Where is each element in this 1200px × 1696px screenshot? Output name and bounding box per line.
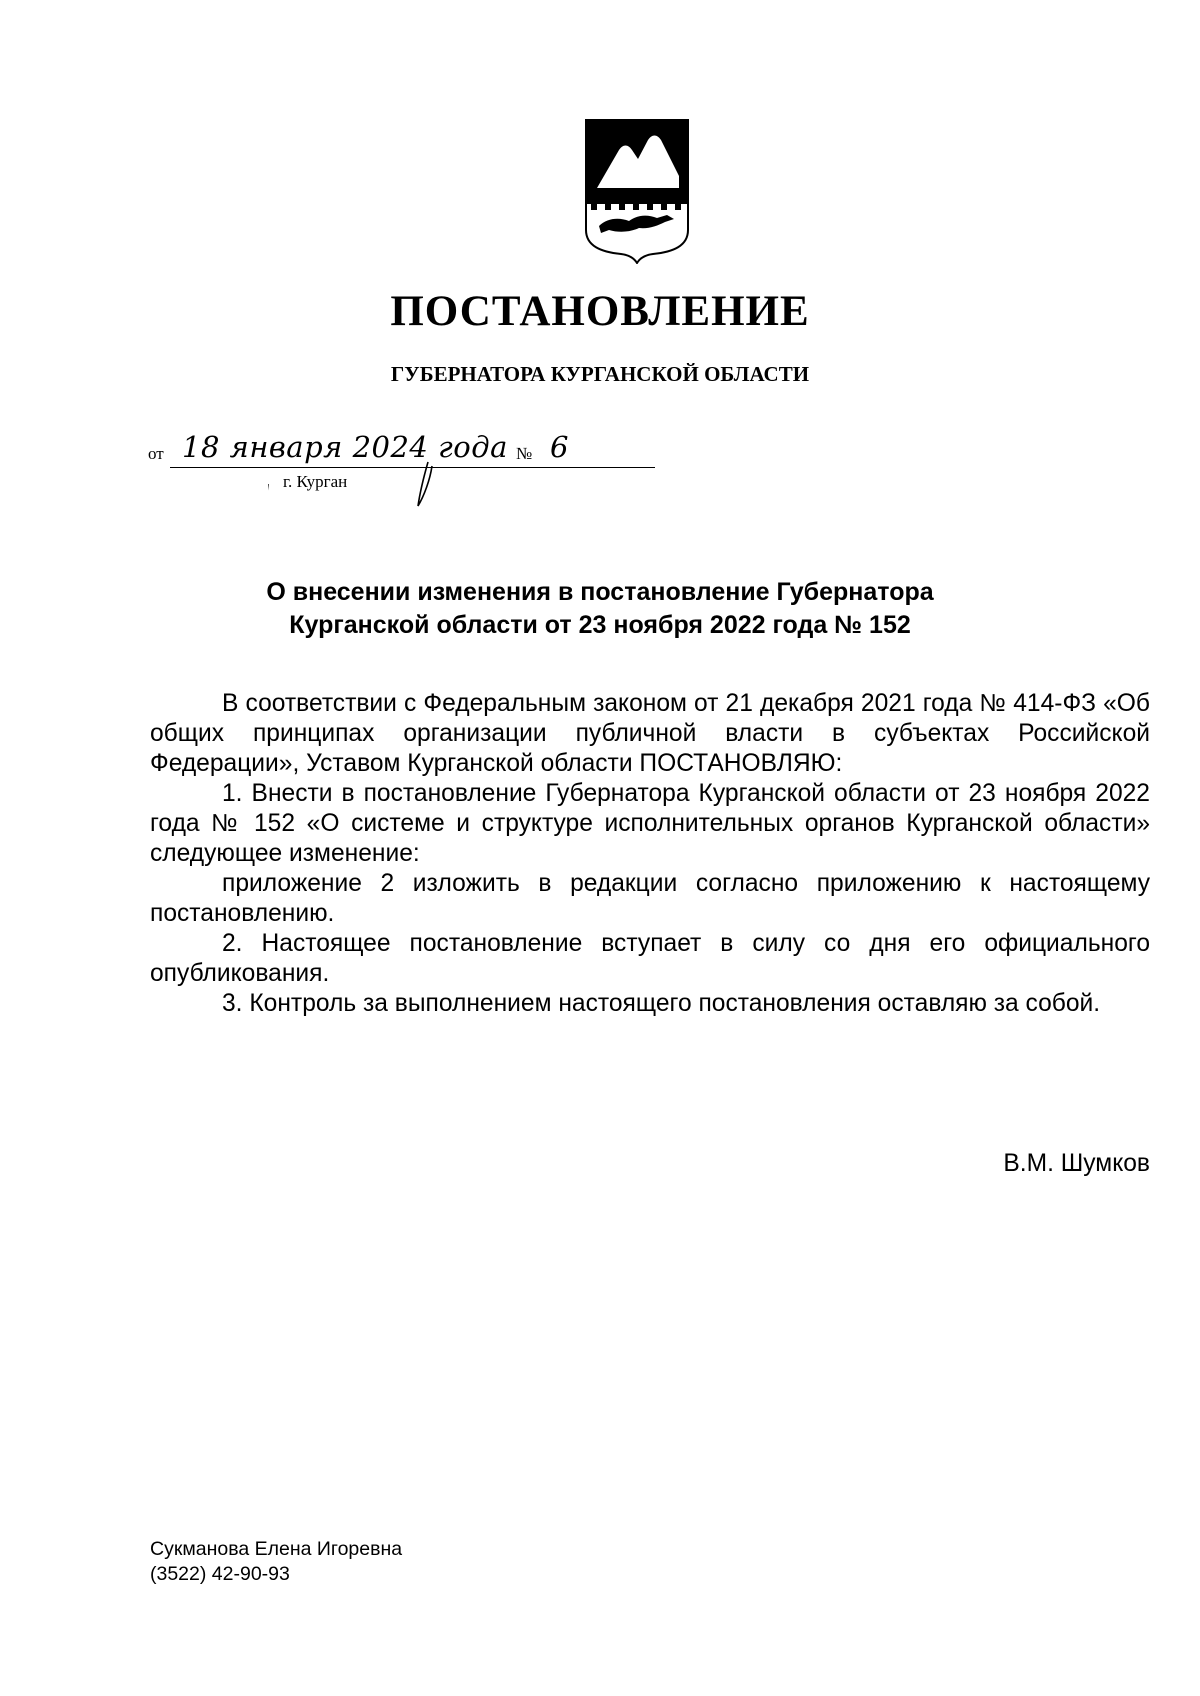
kurgan-oblast-coat-of-arms-icon <box>583 118 691 264</box>
city-label: г. Курган <box>283 472 348 491</box>
executor-block <box>150 1537 402 1587</box>
body-paragraph: 2. Настоящее постановление вступает в силу со дня его официального опубликования. <box>150 930 1150 987</box>
handwritten-date: 18 января 2024 года <box>182 430 508 464</box>
subject-line-1: О внесении изменения в постановление Губернатора <box>266 578 934 606</box>
subject-line-2: Курганской области от 23 ноября 2022 года № 152 <box>289 611 911 639</box>
document-title: ПОСТАНОВЛЕНИЕ <box>390 288 810 335</box>
executor-name: Сукманова Елена Игоревна <box>150 1538 403 1560</box>
body-paragraph: приложение 2 изложить в редакции согласно приложению к настоящему постановлению. <box>150 870 1150 927</box>
document-subtitle: ГУБЕРНАТОРА КУРГАНСКОЙ ОБЛАСТИ <box>390 362 810 386</box>
document-body <box>150 689 1150 1019</box>
body-paragraph: 1. Внести в постановление Губернатора Курганской области от 23 ноября 2022 года № 152 «О системе и структуре исполнительных органов Курганской области» следующее изменение: <box>150 780 1150 867</box>
document-subject <box>200 576 1000 642</box>
body-paragraph: 3. Контроль за выполнением настоящего постановления оставляю за собой. <box>222 990 1101 1017</box>
executor-phone: (3522) 42-90-93 <box>150 1563 290 1585</box>
handwritten-number: 6 <box>550 430 569 464</box>
signatory-name: В.М. Шумков <box>1003 1150 1150 1177</box>
from-label: от <box>148 444 164 463</box>
dateline <box>148 430 648 506</box>
number-label: № <box>516 444 533 463</box>
body-paragraph: В соответствии с Федеральным законом от 21 декабря 2021 года № 414-ФЗ «Об общих принципах организации публичной власти в субъектах Российской Федерации», Уставом Курганской области ПОСТАНОВЛЯЮ: <box>150 690 1150 777</box>
